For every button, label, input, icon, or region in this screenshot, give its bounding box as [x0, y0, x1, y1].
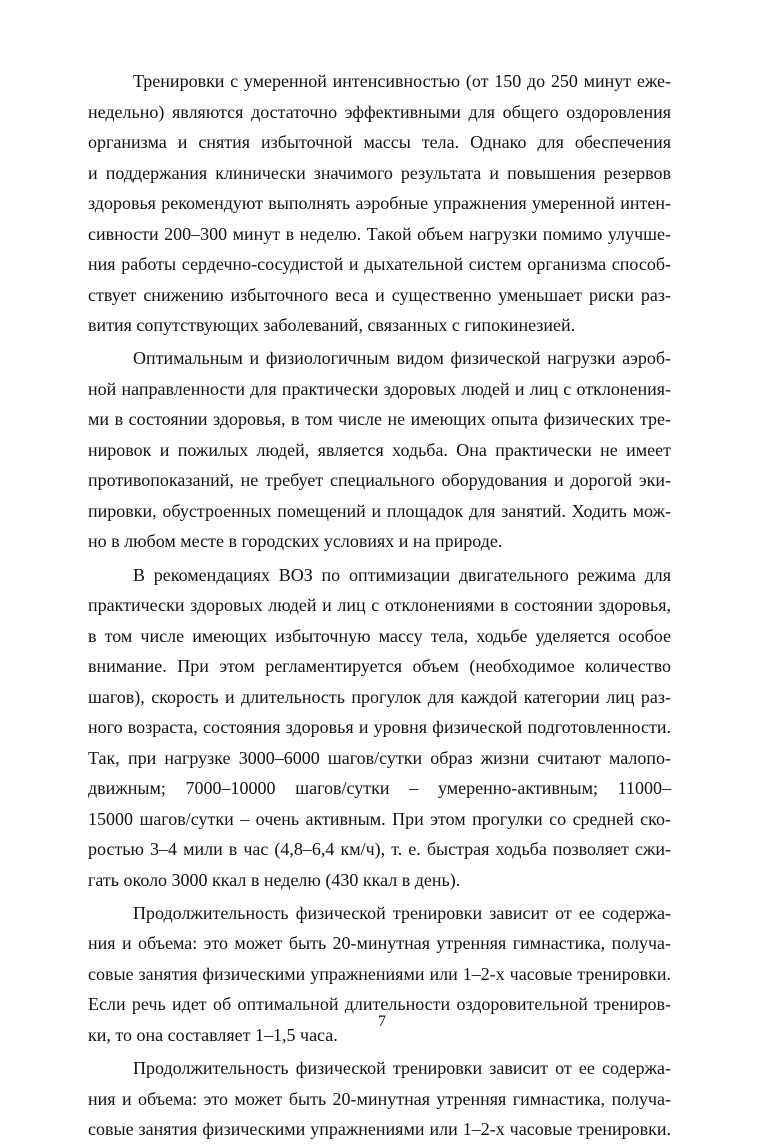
- text-line: движным; 7000–10000 шагов/сутки – умеренно-активным; 11000–: [88, 778, 671, 799]
- text-line: Продолжительность физической тренировки зависит от ее содержа-: [133, 1058, 671, 1079]
- text-line: В рекомендациях ВОЗ по оптимизации двигательного режима для: [133, 564, 671, 585]
- paragraph-1: [88, 66, 671, 341]
- text-line: совые занятия физическими упражнениями или 1–2-х часовые тренировки.: [88, 963, 671, 984]
- text-line: сивности 200–300 минут в неделю. Такой объем нагрузки помимо улучше-: [88, 223, 671, 244]
- text-line: нировок и пожилых людей, является ходьба. Она практически не имеет: [88, 439, 671, 460]
- text-line: в том числе имеющих избыточную массу тела, ходьбе уделяется особое: [88, 625, 671, 646]
- text-line: внимание. При этом регламентируется объем (необходимое количество: [88, 656, 671, 677]
- text-line: вития сопутствующих заболеваний, связанных с гипокинезией.: [88, 315, 576, 335]
- text-line: организма и снятия избыточной массы тела. Однако для обеспечения: [88, 132, 671, 152]
- text-line: ростью 3–4 мили в час (4,8–6,4 км/ч), т. е. быстрая ходьба позволяет сжи-: [88, 839, 671, 860]
- text-line: Оптимальным и физиологичным видом физической нагрузки аэроб-: [133, 348, 671, 369]
- text-line: но в любом месте в городских условиях и на природе.: [88, 531, 503, 552]
- text-line: ной направленности для практически здоровых людей и лиц с отклонения-: [88, 378, 671, 399]
- text-line: шагов), скорость и длительность прогулок для каждой категории лиц раз-: [88, 686, 671, 707]
- text-line: ствует снижению избыточного веса и существенно уменьшает риски раз-: [88, 284, 671, 305]
- paragraph-2: [88, 343, 671, 557]
- text-line: гать около 3000 ккал в неделю (430 ккал в день).: [88, 869, 461, 890]
- text-line: противопоказаний, не требует специального оборудования и дорогой эки-: [88, 470, 671, 491]
- text-line: Так, при нагрузке 3000–6000 шагов/сутки образ жизни считают малопо-: [88, 747, 671, 768]
- text-line: ми в состоянии здоровья, в том числе не имеющих опыта физических тре-: [88, 409, 671, 430]
- text-line: практически здоровых людей и лиц с отклонениями в состоянии здоровья,: [88, 595, 671, 616]
- text-line: здоровья рекомендуют выполнять аэробные упражнения умеренной интен-: [88, 193, 671, 213]
- text-line: и поддержания клинически значимого результата и повышения резервов: [88, 162, 671, 183]
- text-line: ния и объема: это может быть 20-минутная утренняя гимнастика, получа-: [88, 933, 671, 954]
- text-line: пировки, обустроенных помещений и площадок для занятий. Ходить мож-: [88, 500, 671, 521]
- text-line: Тренировки с умеренной интенсивностью (от 150 до 250 минут еже-: [133, 71, 671, 91]
- text-line: Если речь идет об оптимальной длительности оздоровительной трениров-: [88, 994, 671, 1015]
- page-body: [88, 66, 671, 1147]
- text-line: совые занятия физическими упражнениями или 1–2-х часовые тренировки.: [88, 1119, 671, 1140]
- text-line: ного возраста, состояния здоровья и уровня физической подготовленности.: [88, 717, 671, 738]
- text-line: 15000 шагов/сутки – очень активным. При этом прогулки со средней ско-: [88, 808, 671, 829]
- text-line: недельно) являются достаточно эффективными для общего оздоровления: [88, 101, 671, 122]
- paragraph-5: [88, 1053, 671, 1145]
- text-line: ки, то она составляет 1–1,5 часа.: [88, 1024, 338, 1045]
- text-line: ния и объема: это может быть 20-минутная утренняя гимнастика, получа-: [88, 1088, 671, 1109]
- paragraph-3: [88, 560, 671, 896]
- page-number: 7: [378, 1013, 386, 1030]
- text-line: ния работы сердечно-сосудистой и дыхательной систем организма способ-: [88, 254, 671, 274]
- text-line: Продолжительность физической тренировки зависит от ее содержа-: [133, 902, 671, 923]
